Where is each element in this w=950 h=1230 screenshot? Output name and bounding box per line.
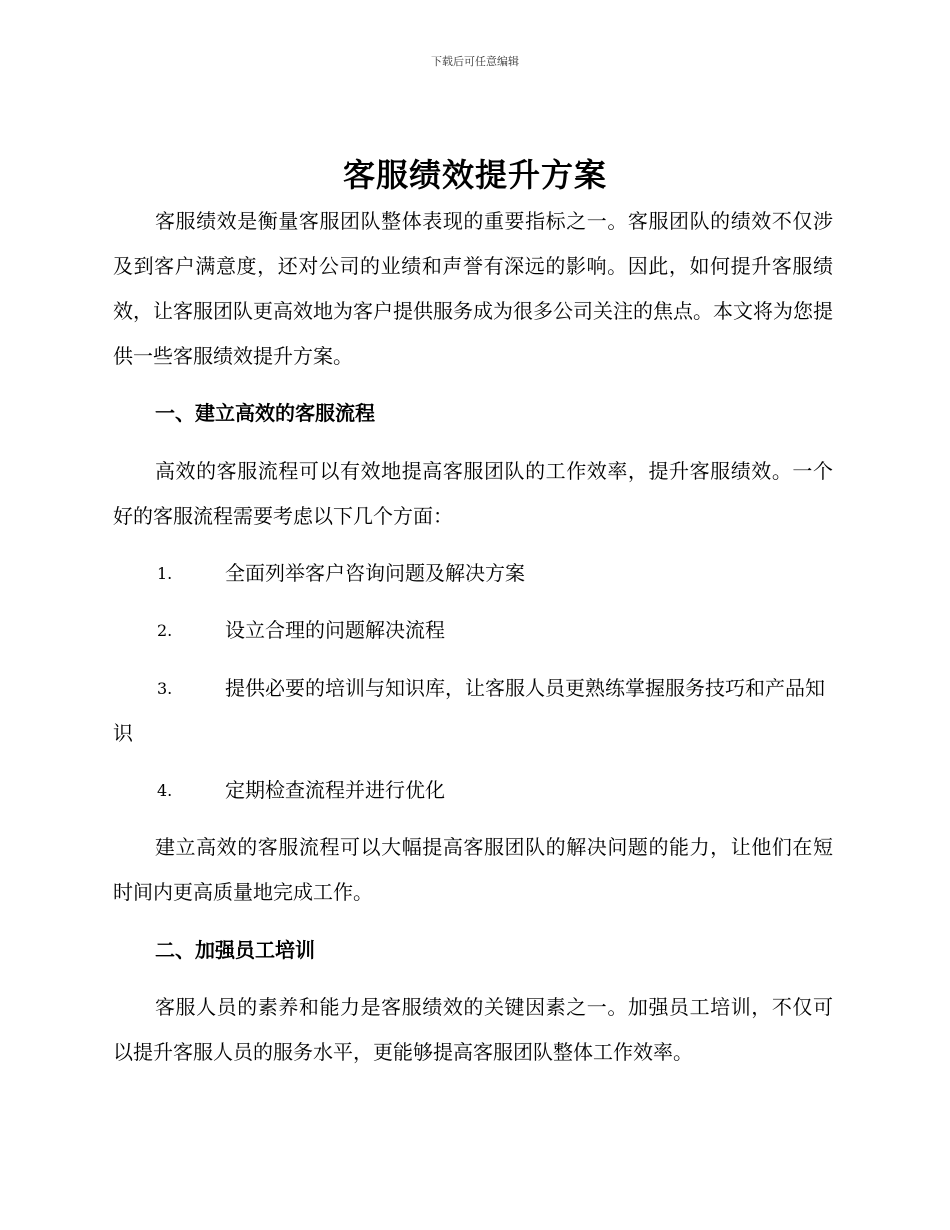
intro-paragraph: 客服绩效是衡量客服团队整体表现的重要指标之一。客服团队的绩效不仅涉及到客户满意度，还对公司的业绩和声誉有深远的影响。因此，如何提升客服绩效，让客服团队更高效地为客户提供服务成为很多公司关注的焦点。本文将为您提供一些客服绩效提升方案。 bbox=[113, 209, 833, 368]
list-text: 定期检查流程并进行优化 bbox=[225, 778, 445, 802]
list-text: 提供必要的培训与知识库，让客服人员更熟练掌握服务技巧和产品知识 bbox=[113, 676, 825, 745]
list-item-3 bbox=[113, 666, 833, 756]
list-number: 1. bbox=[157, 564, 173, 583]
list-item-2 bbox=[113, 608, 833, 653]
document-title: 客服绩效提升方案 bbox=[342, 156, 607, 194]
list-number: 3. bbox=[157, 679, 173, 698]
section-1-conclusion: 建立高效的客服流程可以大幅提高客服团队的解决问题的能力，让他们在短时间内更高质量地完成工作。 bbox=[113, 835, 833, 904]
list-text: 全面列举客户咨询问题及解决方案 bbox=[225, 561, 525, 585]
list-number: 2. bbox=[157, 621, 173, 640]
list-item-4 bbox=[113, 768, 833, 813]
section-1-paragraph: 高效的客服流程可以有效地提高客服团队的工作效率，提升客服绩效。一个好的客服流程需要考虑以下几个方面： bbox=[113, 459, 833, 528]
list-text: 设立合理的问题解决流程 bbox=[225, 618, 445, 642]
section-heading-1: 一、建立高效的客服流程 bbox=[155, 401, 375, 425]
section-heading-2: 二、加强员工培训 bbox=[155, 938, 315, 962]
list-item-1 bbox=[113, 551, 833, 596]
section-2-paragraph: 客服人员的素养和能力是客服绩效的关键因素之一。加强员工培训，不仅可以提升客服人员的服务水平，更能够提高客服团队整体工作效率。 bbox=[113, 995, 833, 1064]
list-number: 4. bbox=[157, 781, 173, 800]
page-header-note: 下载后可任意编辑 bbox=[431, 55, 519, 68]
